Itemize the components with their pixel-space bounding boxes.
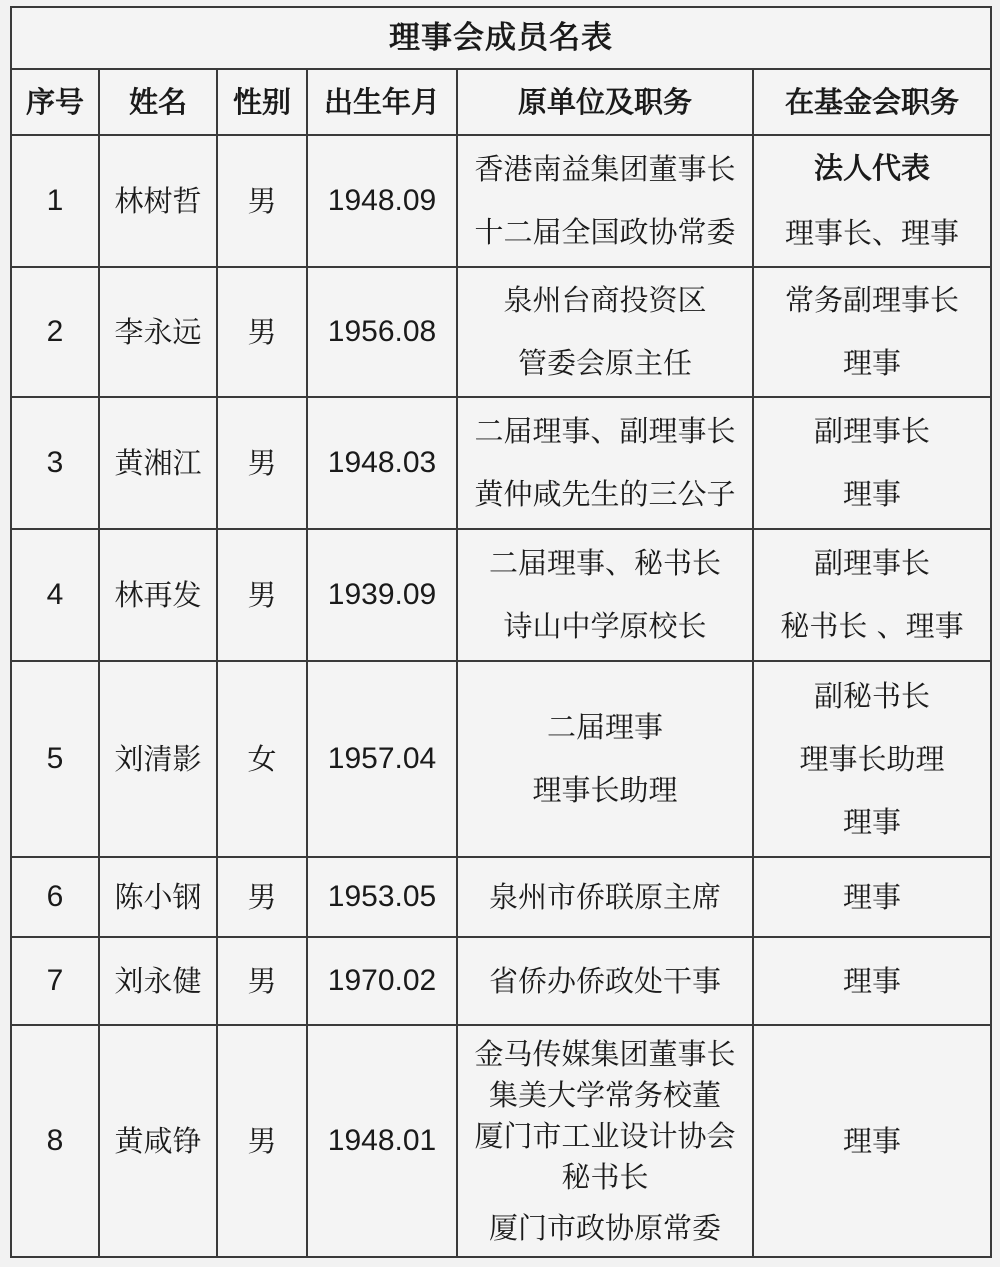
previous-role — [457, 857, 753, 937]
previous-role — [457, 397, 753, 529]
header-birth: 出生年月 — [307, 69, 457, 135]
member-gender: 男 — [217, 937, 307, 1025]
previous-role-line: 诗山中学原校长 — [503, 609, 707, 643]
foundation-role-line: 副理事长 — [814, 414, 931, 448]
previous-role — [457, 267, 753, 397]
table-body — [11, 135, 991, 1257]
member-name: 林树哲 — [99, 135, 217, 267]
previous-role-line: 泉州台商投资区 — [503, 283, 707, 317]
member-birth: 1939.09 — [307, 529, 457, 661]
foundation-role — [753, 937, 991, 1025]
previous-role — [457, 937, 753, 1025]
foundation-role-line: 副理事长 — [814, 546, 931, 580]
header-no: 序号 — [11, 69, 99, 135]
member-gender: 男 — [217, 267, 307, 397]
foundation-role — [753, 135, 991, 267]
previous-role-line: 十二届全国政协常委 — [474, 215, 736, 249]
member-birth: 1970.02 — [307, 937, 457, 1025]
table-row — [11, 937, 991, 1025]
foundation-role-line: 理事 — [843, 477, 902, 511]
previous-role-line: 香港南益集团董事长 — [474, 152, 736, 186]
previous-role-line: 省侨办侨政处干事 — [488, 963, 721, 998]
previous-role — [457, 135, 753, 267]
row-number: 7 — [11, 937, 99, 1025]
member-name: 林再发 — [99, 529, 217, 661]
board-members-table — [10, 6, 992, 1258]
previous-role — [457, 529, 753, 661]
previous-role-line: 泉州市侨联原主席 — [488, 879, 721, 914]
table-row — [11, 529, 991, 661]
row-number: 4 — [11, 529, 99, 661]
foundation-role-line: 理事长、理事 — [785, 216, 960, 250]
foundation-role — [753, 529, 991, 661]
member-gender: 男 — [217, 397, 307, 529]
previous-role-line: 厦门市政协原常委 — [488, 1210, 721, 1245]
foundation-role-line: 理事 — [843, 879, 902, 914]
foundation-role-line: 理事 — [843, 963, 902, 998]
previous-role-line: 集美大学常务校董 — [488, 1077, 721, 1112]
row-number: 6 — [11, 857, 99, 937]
member-gender: 男 — [217, 857, 307, 937]
foundation-role-line: 理事 — [843, 1123, 902, 1158]
foundation-role — [753, 267, 991, 397]
previous-role-line: 厦门市工业设计协会 — [474, 1118, 736, 1153]
previous-role — [457, 1025, 753, 1257]
foundation-role-line: 秘书长 、理事 — [780, 609, 964, 643]
document-sheet — [10, 6, 990, 1260]
table-row — [11, 661, 991, 857]
foundation-role-line: 法人代表 — [814, 151, 931, 185]
foundation-role-line: 副秘书长 — [814, 678, 931, 713]
member-name: 黄咸铮 — [99, 1025, 217, 1257]
table-row — [11, 397, 991, 529]
member-birth: 1948.01 — [307, 1025, 457, 1257]
foundation-role — [753, 1025, 991, 1257]
table-row — [11, 135, 991, 267]
member-birth: 1953.05 — [307, 857, 457, 937]
header-foundation-role: 在基金会职务 — [753, 69, 991, 135]
row-number: 5 — [11, 661, 99, 857]
header-prev-role: 原单位及职务 — [457, 69, 753, 135]
member-name: 黄湘江 — [99, 397, 217, 529]
foundation-role — [753, 397, 991, 529]
table-title: 理事会成员名表 — [11, 7, 991, 69]
member-gender: 男 — [217, 1025, 307, 1257]
row-number: 8 — [11, 1025, 99, 1257]
row-number: 2 — [11, 267, 99, 397]
previous-role — [457, 661, 753, 857]
table-row — [11, 857, 991, 937]
foundation-role — [753, 661, 991, 857]
foundation-role-line: 常务副理事长 — [785, 283, 960, 317]
table-row — [11, 1025, 991, 1257]
previous-role-line: 黄仲咸先生的三公子 — [474, 477, 736, 511]
previous-role-line: 管委会原主任 — [517, 346, 692, 380]
member-name: 刘清影 — [99, 661, 217, 857]
header-gender: 性别 — [217, 69, 307, 135]
member-gender: 男 — [217, 529, 307, 661]
member-name: 李永远 — [99, 267, 217, 397]
member-gender: 女 — [217, 661, 307, 857]
header-row — [11, 69, 991, 135]
previous-role-line: 秘书长 — [561, 1159, 649, 1194]
header-name: 姓名 — [99, 69, 217, 135]
foundation-role-line: 理事长助理 — [799, 741, 945, 776]
row-number: 3 — [11, 397, 99, 529]
previous-role-line: 理事长助理 — [532, 773, 678, 807]
previous-role-line: 二届理事、副理事长 — [474, 414, 736, 448]
member-birth: 1948.03 — [307, 397, 457, 529]
member-birth: 1956.08 — [307, 267, 457, 397]
previous-role-line: 金马传媒集团董事长 — [474, 1036, 736, 1071]
foundation-role — [753, 857, 991, 937]
previous-role-line: 二届理事 — [546, 710, 663, 744]
row-number: 1 — [11, 135, 99, 267]
member-birth: 1957.04 — [307, 661, 457, 857]
foundation-role-line: 理事 — [843, 804, 902, 839]
foundation-role-line: 理事 — [843, 346, 902, 380]
member-gender: 男 — [217, 135, 307, 267]
previous-role-line: 二届理事、秘书长 — [488, 546, 721, 580]
member-name: 刘永健 — [99, 937, 217, 1025]
table-row — [11, 267, 991, 397]
member-birth: 1948.09 — [307, 135, 457, 267]
member-name: 陈小钢 — [99, 857, 217, 937]
